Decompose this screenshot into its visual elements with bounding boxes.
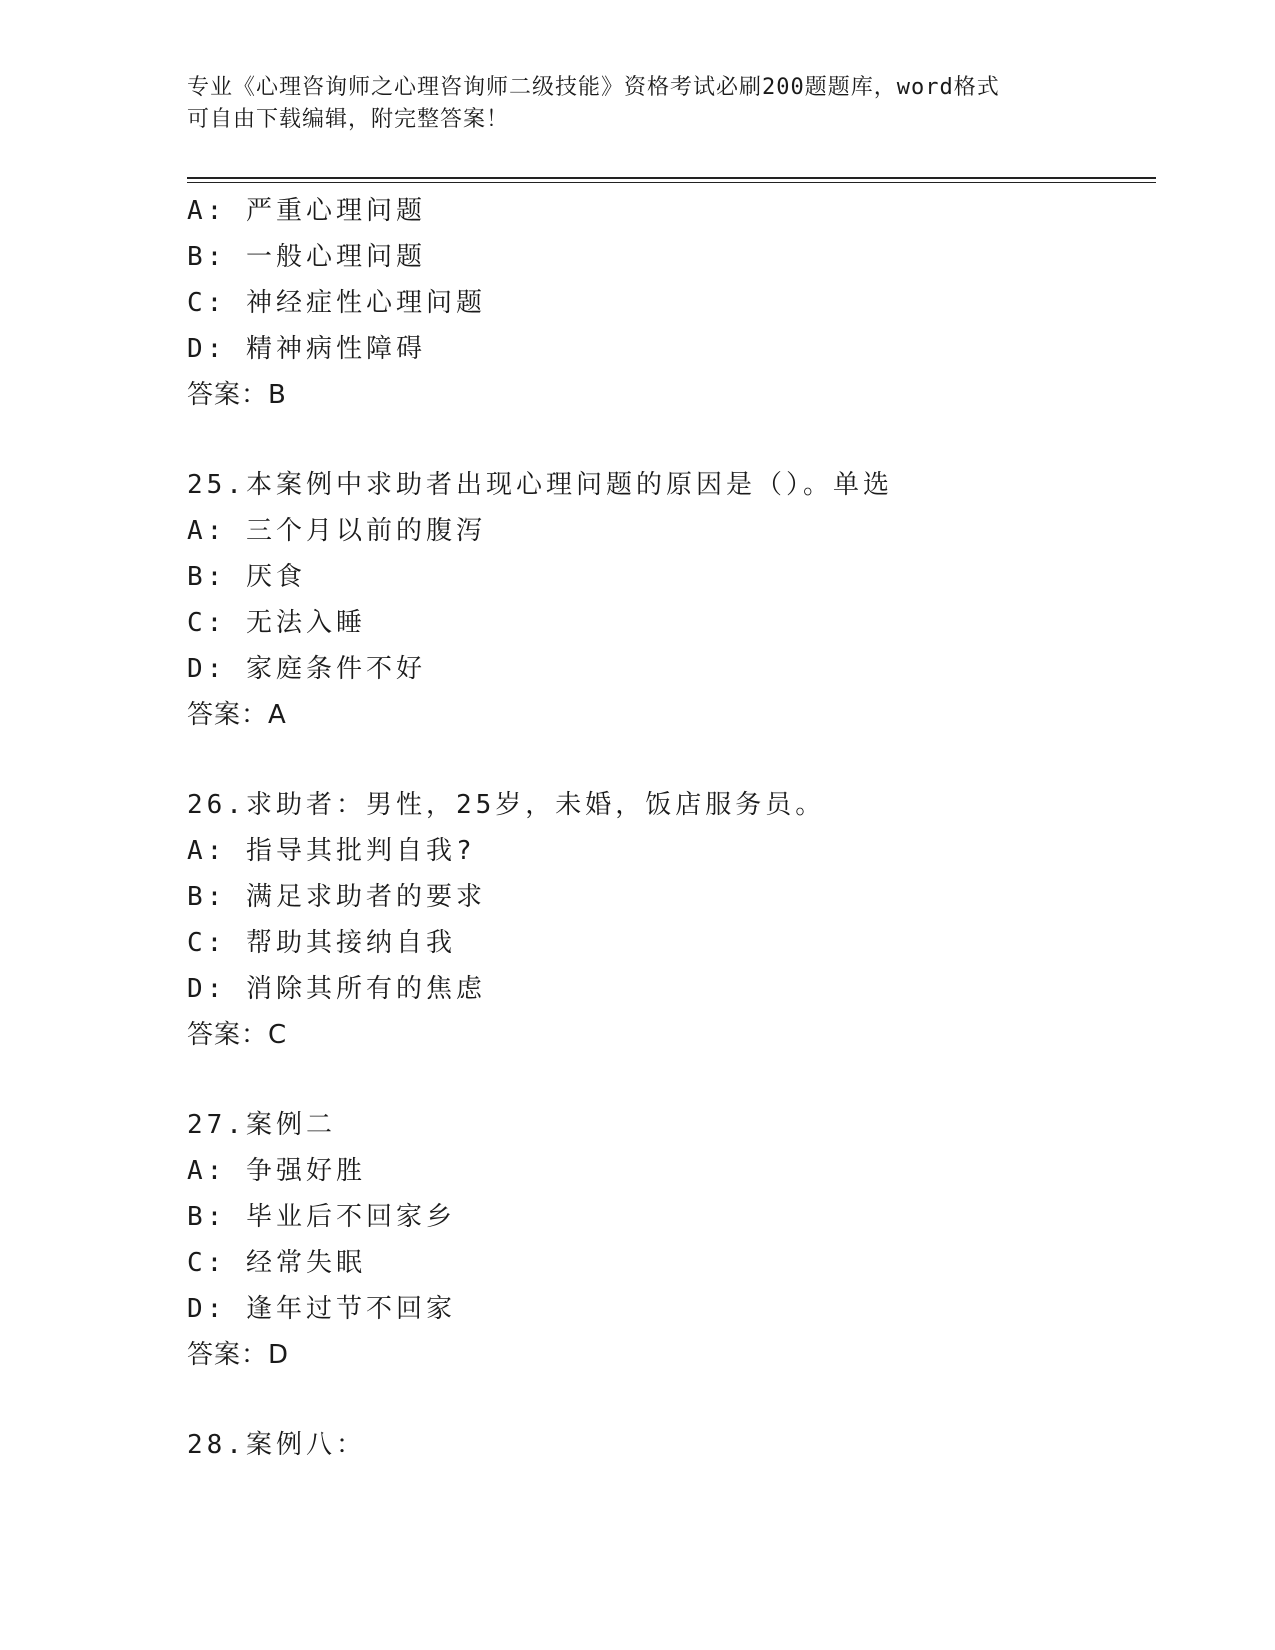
option-d: D: 逢年过节不回家 <box>187 1294 456 1324</box>
option-a: A: 三个月以前的腹泻 <box>187 516 486 546</box>
header-divider-thin <box>187 182 1156 183</box>
question-25 <box>187 462 1147 738</box>
question-text: 27.案例二 <box>187 1110 336 1140</box>
option-c: C: 帮助其接纳自我 <box>187 928 456 958</box>
header-divider-thick <box>187 177 1156 179</box>
option-b: B: 一般心理问题 <box>187 242 426 272</box>
option-a: A: 争强好胜 <box>187 1156 366 1186</box>
option-a: A: 指导其批判自我? <box>187 836 476 866</box>
option-c: C: 神经症性心理问题 <box>187 288 486 318</box>
question-text: 25.本案例中求助者出现心理问题的原因是（）。单选 <box>187 470 893 500</box>
question-text: 28.案例八： <box>187 1430 366 1460</box>
option-d: D: 家庭条件不好 <box>187 654 426 684</box>
header-line-2: 可自由下载编辑，附完整答案！ <box>187 107 510 132</box>
option-d: D: 精神病性障碍 <box>187 334 426 364</box>
question-text: 26.求助者：男性，25岁，未婚，饭店服务员。 <box>187 790 826 820</box>
document-header <box>187 72 1087 136</box>
option-b: B: 厌食 <box>187 562 306 592</box>
answer-line: 答案：A <box>187 700 287 730</box>
option-c: C: 经常失眠 <box>187 1248 366 1278</box>
question-26 <box>187 782 1147 1058</box>
question-list <box>187 188 1147 1468</box>
answer-line: 答案：C <box>187 1020 288 1050</box>
option-a: A: 严重心理问题 <box>187 196 426 226</box>
option-d: D: 消除其所有的焦虑 <box>187 974 486 1004</box>
answer-line: 答案：B <box>187 380 287 410</box>
option-b: B: 满足求助者的要求 <box>187 882 486 912</box>
question-27 <box>187 1102 1147 1378</box>
option-c: C: 无法入睡 <box>187 608 366 638</box>
header-line-1: 专业《心理咨询师之心理咨询师二级技能》资格考试必刷200题题库，word格式 <box>187 75 1000 100</box>
question-24-options <box>187 188 1147 418</box>
answer-line: 答案：D <box>187 1340 290 1370</box>
question-28 <box>187 1422 1147 1468</box>
option-b: B: 毕业后不回家乡 <box>187 1202 456 1232</box>
